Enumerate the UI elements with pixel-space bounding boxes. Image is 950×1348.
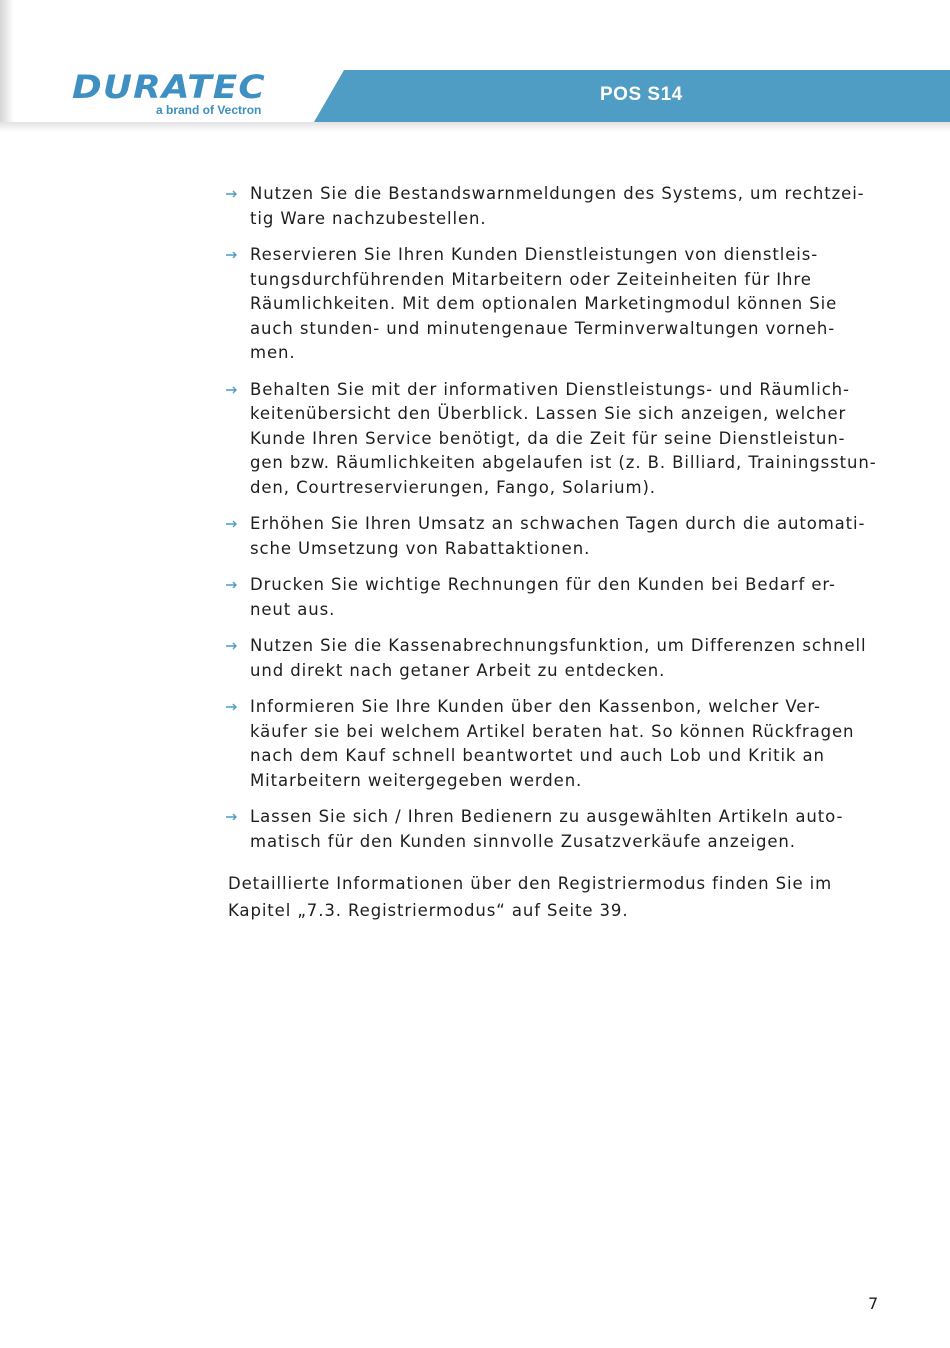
list-item-text: Informieren Sie Ihre Kunden über den Kassenbon, welcher Ver- käufer sie bei welchem Artikel beraten hat. So können Rückfragen nach dem Kauf schnell beantwortet und auch Lob und Kritik an Mitarbeitern weitergegeben werden. [250,697,855,790]
feature-list [228,182,888,854]
arrow-right-icon [225,805,239,829]
list-item-text: Erhöhen Sie Ihren Umsatz an schwachen Tagen durch die automati- sche Umsetzung von Rabattaktionen. [250,514,866,558]
arrow-right-icon [225,573,239,597]
arrow-right-icon [225,182,239,206]
list-item [228,512,888,561]
list-item-text: Nutzen Sie die Bestandswarnmeldungen des Systems, um rechtzei- tig Ware nachzubestellen. [250,184,865,228]
header-shadow [0,122,950,132]
list-item [228,182,888,231]
arrow-right-icon [225,695,239,719]
list-item-text: Lassen Sie sich / Ihren Bedienern zu ausgewählten Artikeln auto- matisch für den Kunden sinnvolle Zusatzverkäufe anzeigen. [250,807,844,851]
list-item [228,378,888,501]
list-item [228,695,888,793]
main-content [228,182,888,941]
arrow-right-icon [225,243,239,267]
brand-tagline: a brand of Vectron [156,103,262,117]
list-item [228,805,888,854]
list-item-text: Drucken Sie wichtige Rechnungen für den Kunden bei Bedarf er- neut aus. [250,575,836,619]
page-header [0,70,950,122]
arrow-right-icon [225,512,239,536]
product-title: POS S14 [600,84,683,105]
duratec-logo [72,70,302,118]
arrow-right-icon [225,634,239,658]
list-item-text: Reservieren Sie Ihren Kunden Dienstleistungen von dienstleis- tungsdurchführenden Mitarbeitern oder Zeiteinheiten für Ihre Räumlichkeiten. Mit dem optionalen Marketingmodul können Sie auch stunden- und minutengenaue Terminverwaltungen vorneh- men. [250,245,838,362]
page-number: 7 [868,1294,879,1313]
list-item [228,634,888,683]
list-item [228,243,888,366]
arrow-right-icon [225,378,239,402]
list-item-text: Behalten Sie mit der informativen Dienstleistungs- und Räumlich- keitenübersicht den Überblick. Lassen Sie sich anzeigen, welcher Kunde Ihren Service benötigt, da die Zeit für seine Dienstleistun- gen bzw. Räumlichkeiten abgelaufen ist (z. B. Billiard, Trainingsstun- den, Courtreservierungen, Fango, Solarium). [250,379,877,497]
list-item-text: Nutzen Sie die Kassenabrechnungsfunktion, um Differenzen schnell und direkt nach getaner Arbeit zu entdecken. [250,636,867,680]
brand-name: DURATEC [72,68,266,106]
closing-paragraph: Detaillierte Informationen über den Registriermodus finden Sie im Kapitel „7.3. Registriermodus“ auf Seite 39. [228,874,833,920]
list-item [228,573,888,622]
